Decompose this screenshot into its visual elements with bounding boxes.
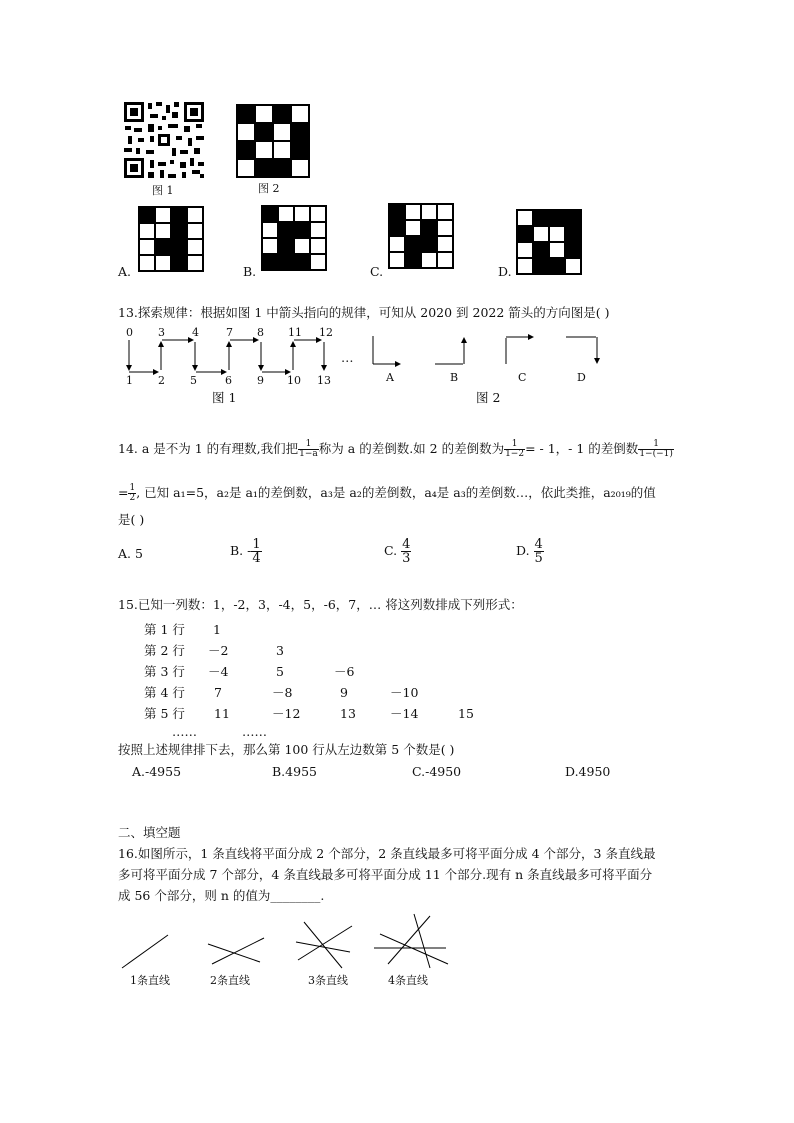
grid-cell-black: [549, 210, 565, 226]
q13-fig1-caption: 图 1: [212, 390, 237, 405]
fraction-numerator: 4: [534, 537, 543, 552]
grid-cell-white: [405, 220, 421, 236]
q15-row-4-value-2: －8: [272, 685, 293, 700]
fraction-numerator: 1: [504, 440, 525, 450]
fraction-numerator: 4: [402, 537, 411, 552]
fraction-numerator: 1: [252, 537, 261, 552]
grid-cell-black: [262, 206, 278, 222]
grid-cell-black: [278, 254, 294, 270]
option-label: D.: [498, 264, 512, 279]
q13-option-c[interactable]: C: [518, 371, 527, 384]
q15-row-5-value-2: －12: [272, 706, 301, 721]
grid-cell-black: [533, 210, 549, 226]
fraction-numerator: 1: [638, 440, 674, 450]
q13-num-bottom-6: 13: [317, 374, 331, 387]
fraction-denominator: 5: [534, 551, 543, 566]
grid-cell-white: [262, 222, 278, 238]
section-heading-fill-in: 二、填空题: [118, 825, 181, 840]
grid-cell-black: [278, 222, 294, 238]
q15-question: 按照上述规律排下去，那么第 100 行从左边数第 5 个数是( ): [118, 742, 455, 757]
q15-option-c[interactable]: C.-4950: [412, 764, 462, 779]
q14-option-a[interactable]: A. 5: [118, 546, 143, 561]
q12-fig1-caption: 图 1: [152, 184, 174, 197]
q14-line1: [118, 440, 674, 459]
q13-num-top-3: 7: [226, 326, 233, 339]
grid-cell-black: [171, 239, 187, 255]
grid-cell-black: [255, 123, 273, 141]
q16-caption-1: 1条直线: [130, 974, 170, 987]
q15-row-4-label: 第 4 行: [144, 685, 185, 700]
grid-cell-black: [262, 254, 278, 270]
fraction-denominator: 1−2: [505, 449, 525, 459]
q16-line2: 多可将平面分成 7 个部分，4 条直线最多可将平面分成 11 个部分.现有 n 条直线最多可将平面分: [118, 867, 653, 882]
grid-cell-white: [389, 236, 405, 252]
q13-options-figure: [360, 328, 610, 388]
q14-text-part2: 称为 a 的差倒数.如 2 的差倒数为: [318, 441, 505, 456]
grid-cell-white: [421, 204, 437, 220]
grid-cell-white: [437, 204, 453, 220]
grid-cell-black: [405, 236, 421, 252]
option-grid: [261, 205, 327, 271]
q14-fraction-2: [504, 440, 525, 459]
option-grid: [138, 206, 204, 272]
grid-cell-black: [171, 255, 187, 271]
grid-cell-white: [255, 105, 273, 123]
q16-caption-2: 2条直线: [210, 974, 250, 987]
q13-num-bottom-4: 9: [257, 374, 264, 387]
grid-cell-white: [421, 252, 437, 268]
q15-dots-2: ……: [242, 724, 267, 739]
q13-option-d[interactable]: D: [577, 371, 586, 384]
grid-cell-white: [187, 239, 203, 255]
grid-cell-black: [565, 226, 581, 242]
q14-text-part1: 14. a 是不为 1 的有理数,我们把: [118, 441, 299, 456]
q13-num-bottom-5: 10: [287, 374, 301, 387]
grid-cell-white: [294, 238, 310, 254]
q15-row-3-value-1: －4: [208, 664, 229, 679]
grid-cell-black: [533, 242, 549, 258]
q15-row-2-value-2: 3: [276, 643, 284, 658]
grid-cell-white: [517, 242, 533, 258]
grid-cell-black: [405, 252, 421, 268]
q15-row-4-value-1: 7: [214, 685, 222, 700]
grid-cell-white: [273, 123, 291, 141]
grid-cell-black: [421, 236, 437, 252]
grid-cell-white: [187, 223, 203, 239]
q13-option-b[interactable]: B: [450, 371, 459, 384]
grid-cell-black: [421, 220, 437, 236]
grid-cell-black: [294, 222, 310, 238]
grid-cell-white: [310, 206, 326, 222]
q14-option-d[interactable]: [516, 538, 544, 565]
grid-cell-white: [437, 220, 453, 236]
grid-cell-white: [389, 252, 405, 268]
grid-cell-white: [533, 226, 549, 242]
option-prefix: D.: [516, 543, 530, 558]
option-label: B.: [243, 264, 257, 279]
option-prefix: B. -: [230, 543, 252, 558]
q15-option-d[interactable]: D.4950: [565, 764, 611, 779]
grid-cell-black: [237, 105, 255, 123]
q14-text-part3: = - 1，- 1 的差倒数: [525, 441, 639, 456]
fraction-denominator: 1−(−1): [639, 449, 673, 459]
q13-num-top-0: 0: [126, 326, 133, 339]
grid-cell-black: [517, 226, 533, 242]
grid-cell-white: [291, 159, 309, 177]
q15-row-4-value-3: 9: [340, 685, 348, 700]
q14-line2: [118, 484, 656, 503]
q16-lines-figure: [118, 908, 458, 974]
qr-code-figure: [122, 100, 206, 180]
option-prefix: C.: [384, 543, 398, 558]
q13-ellipsis: …: [341, 350, 354, 365]
grid-cell-white: [155, 223, 171, 239]
grid-cell-black: [273, 159, 291, 177]
grid-cell-white: [187, 207, 203, 223]
q13-num-bottom-3: 6: [225, 374, 232, 387]
grid-cell-white: [405, 204, 421, 220]
option-label: C.: [370, 264, 384, 279]
grid-cell-black: [549, 258, 565, 274]
grid-cell-black: [533, 258, 549, 274]
q13-num-top-6: 12: [319, 326, 333, 339]
q13-num-top-5: 11: [288, 326, 302, 339]
q16-line1: 16.如图所示，1 条直线将平面分成 2 个部分，2 条直线最多可将平面分成 4 个部分，3 条直线最: [118, 846, 656, 861]
grid-cell-black: [294, 254, 310, 270]
option-grid: [516, 209, 582, 275]
grid-cell-white: [549, 242, 565, 258]
q15-row-1-label: 第 1 行: [144, 622, 185, 637]
grid-cell-white: [237, 123, 255, 141]
grid-cell-black: [565, 242, 581, 258]
grid-cell-white: [155, 207, 171, 223]
option-grid: [388, 203, 454, 269]
fraction-denominator: 1−a: [299, 449, 318, 459]
q15-row-5-value-4: －14: [390, 706, 419, 721]
q15-row-4-value-4: －10: [390, 685, 419, 700]
grid-cell-white: [437, 236, 453, 252]
q16-line3: 成 56 个部分，则 n 的值为________.: [118, 888, 325, 903]
q15-row-3-value-2: 5: [276, 664, 284, 679]
grid-cell-white: [155, 255, 171, 271]
grid-cell-black: [565, 210, 581, 226]
q15-row-3-value-3: －6: [334, 664, 355, 679]
grid-cell-white: [517, 258, 533, 274]
q12-fig2-caption: 图 2: [258, 182, 280, 195]
q15-row-1-value-1: 1: [213, 622, 221, 637]
q15-row-5-value-5: 15: [458, 706, 474, 721]
grid-cell-black: [171, 207, 187, 223]
q13-num-bottom-2: 5: [190, 374, 197, 387]
grid-cell-white: [565, 258, 581, 274]
q13-option-a[interactable]: A: [386, 371, 394, 384]
fraction-numerator: 1: [298, 440, 319, 450]
fraction-numerator: 1: [129, 483, 136, 493]
grid-cell-white: [294, 206, 310, 222]
q15-row-2-value-1: －2: [208, 643, 229, 658]
grid-cell-white: [278, 206, 294, 222]
q15-row-5-label: 第 5 行: [144, 706, 185, 721]
q13-num-bottom-1: 2: [158, 374, 165, 387]
fraction-denominator: 3: [402, 551, 411, 566]
q13-num-top-2: 4: [192, 326, 199, 339]
grid-cell-black: [171, 223, 187, 239]
q15-row-5-value-1: 11: [214, 706, 230, 721]
q13-text: 13.探索规律：根据如图 1 中箭头指向的规律，可知从 2020 到 2022 箭头的方向图是( ): [118, 305, 610, 320]
grid-cell-black: [389, 220, 405, 236]
grid-cell-black: [389, 204, 405, 220]
grid-cell-white: [237, 159, 255, 177]
grid-cell-black: [155, 239, 171, 255]
q13-fig2-caption: 图 2: [476, 390, 501, 405]
grid-cell-black: [291, 141, 309, 159]
q15-row-5-value-3: 13: [340, 706, 356, 721]
q16-caption-3: 3条直线: [308, 974, 348, 987]
fraction-denominator: 4: [252, 551, 261, 566]
q14-equals: =: [118, 485, 129, 500]
q14-option-b[interactable]: [230, 538, 262, 565]
grid-cell-white: [291, 105, 309, 123]
q14-line3: 是( ): [118, 512, 145, 527]
grid-cell-black: [237, 141, 255, 159]
q13-num-top-4: 8: [257, 326, 264, 339]
q15-option-a[interactable]: A.-4955: [132, 764, 182, 779]
grid-cell-white: [187, 255, 203, 271]
grid-cell-white: [273, 141, 291, 159]
q13-num-bottom-0: 1: [126, 374, 133, 387]
q16-caption-4: 4条直线: [388, 974, 428, 987]
q14-fraction-1: [298, 440, 319, 459]
grid-cell-white: [549, 226, 565, 242]
q12-fig2-grid: [236, 104, 310, 178]
grid-cell-white: [517, 210, 533, 226]
option-label: A.: [118, 264, 132, 279]
grid-cell-black: [273, 105, 291, 123]
grid-cell-white: [310, 238, 326, 254]
fraction-denominator: 2: [129, 493, 136, 503]
q15-row-3-label: 第 3 行: [144, 664, 185, 679]
grid-cell-black: [139, 207, 155, 223]
q15-dots-1: ……: [172, 724, 197, 739]
grid-cell-white: [310, 222, 326, 238]
q13-num-top-1: 3: [158, 326, 165, 339]
grid-cell-black: [255, 159, 273, 177]
grid-cell-white: [139, 223, 155, 239]
q14-fraction-3: [638, 440, 674, 459]
q14-line2-text: , 已知 a₁=5，a₂是 a₁的差倒数，a₃是 a₂的差倒数，a₄是 a₃的差倒数…，依此类推，a₂₀₁₉的值: [136, 485, 656, 500]
grid-cell-black: [291, 123, 309, 141]
grid-cell-black: [278, 238, 294, 254]
grid-cell-white: [437, 252, 453, 268]
q15-option-b[interactable]: B.4955: [272, 764, 317, 779]
grid-cell-white: [262, 238, 278, 254]
grid-cell-white: [139, 239, 155, 255]
grid-cell-white: [310, 254, 326, 270]
q15-text: 15.已知一列数：1，-2，3，-4，5，-6，7，… 将这列数排成下列形式：: [118, 597, 523, 612]
grid-cell-white: [255, 141, 273, 159]
grid-cell-white: [139, 255, 155, 271]
q15-row-2-label: 第 2 行: [144, 643, 185, 658]
q14-option-c[interactable]: [384, 538, 411, 565]
